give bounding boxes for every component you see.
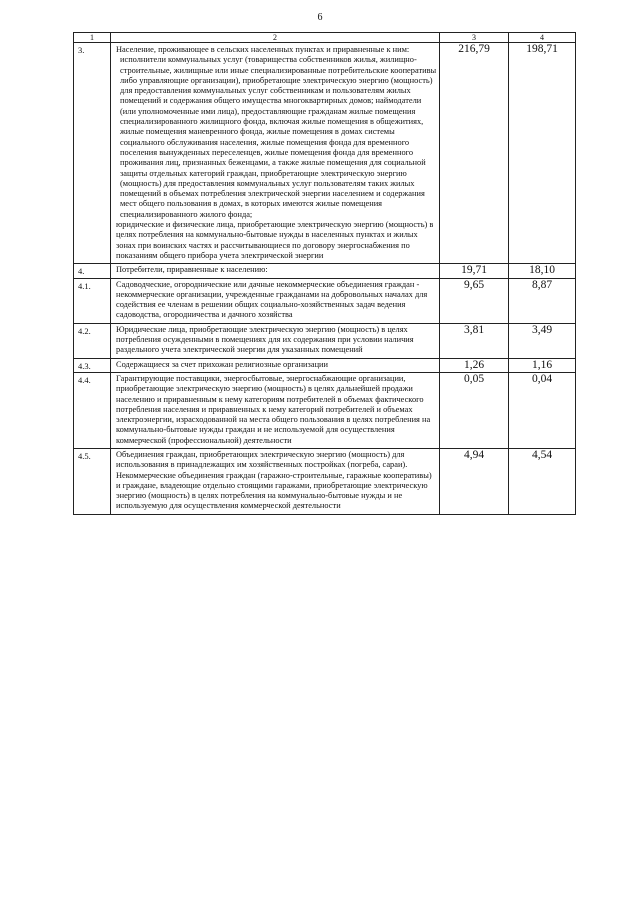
table-row — [74, 448, 576, 514]
table-row — [74, 278, 576, 323]
page-number: 6 — [317, 12, 323, 23]
header-col-1: 1 — [74, 33, 111, 43]
row-description — [111, 372, 440, 448]
row-description — [111, 323, 440, 358]
header-col-3: 3 — [440, 33, 509, 43]
row-paragraph: Потребители, приравненные к населению: — [116, 265, 268, 275]
row-value-col3: 19,71 — [440, 264, 509, 278]
row-value-col4: 18,10 — [509, 264, 576, 278]
row-description — [111, 278, 440, 323]
row-number: 4. — [74, 264, 111, 278]
row-value-col4: 8,87 — [509, 278, 576, 323]
table-row — [74, 43, 576, 264]
row-number: 3. — [74, 43, 111, 264]
row-value-col3: 9,65 — [440, 278, 509, 323]
table-row — [74, 372, 576, 448]
row-value-col4: 4,54 — [509, 448, 576, 514]
row-value-col4: 198,71 — [509, 43, 576, 264]
row-paragraph: Некоммерческие объединения граждан (гаражно-строительные, гаражные кооперативы) и граждане, владеющие отдельно стоящими гаражами, приобретающие электрическую энергию (мощность) в целях потребления на коммунально-бытовые нужды и не используемую для осуществления коммерческой деятельности — [116, 470, 432, 511]
row-description — [111, 264, 440, 278]
header-col-4: 4 — [509, 33, 576, 43]
table-header-row — [74, 33, 576, 43]
row-paragraph: Садоводческие, огороднические или дачные некоммерческие объединения граждан - некоммерческие организации, учрежденные гражданами на добровольных началах для содействия ее членам в решении общих социально-хозяйственных задач ведения садоводства, огородничества и дачного хозяйства — [116, 279, 428, 320]
row-number: 4.5. — [74, 448, 111, 514]
row-paragraph: юридические и физические лица, приобретающие электрическую энергию (мощность) в целях потребления на коммунально-бытовые нужды в населенных пунктах и жилых зонах при воинских частях и рассчитывающиеся по договору энергоснабжения по показаниям общего прибора учета электрической энергии — [116, 220, 434, 260]
row-description — [111, 43, 440, 264]
row-description — [111, 448, 440, 514]
row-paragraph: Содержащиеся за счет прихожан религиозные организации — [116, 359, 329, 369]
row-number: 4.1. — [74, 278, 111, 323]
table-row — [74, 323, 576, 358]
row-paragraph: Объединения граждан, приобретающих электрическую энергию (мощность) для использования в принадлежащих им хозяйственных постройках (погреба, сараи). — [116, 449, 408, 470]
row-value-col3: 1,26 — [440, 358, 509, 372]
row-description — [111, 358, 440, 372]
row-value-col4: 1,16 — [509, 358, 576, 372]
table-row — [74, 264, 576, 278]
header-col-2: 2 — [111, 33, 440, 43]
table-row — [74, 358, 576, 372]
row-value-col4: 0,04 — [509, 372, 576, 448]
row-value-col3: 216,79 — [440, 43, 509, 264]
row-number: 4.2. — [74, 323, 111, 358]
row-value-col3: 3,81 — [440, 323, 509, 358]
row-number: 4.3. — [74, 358, 111, 372]
row-number: 4.4. — [74, 372, 111, 448]
row-paragraph: исполнители коммунальных услуг (товарищества собственников жилья, жилищно-строительные, жилищные или иные специализированные потребительские кооперативы либо управляющие организации), приобретающие электрическую энергию (мощность) для предоставления коммунальных услуг собственникам и пользователям жилых помещений и содержания общего имущества многоквартирных домов; наймодатели (или уполномоченные ими лица), предоставляющие гражданам жилые помещения специализированного жилищного фонда, включая жилые помещения в общежитиях, жилые помещения маневренного фонда, жилые помещения в домах системы социального обслуживания населения, жилые помещения фонда для временного поселения вынужденных переселенцев, жилые помещения фонда для временного проживания лиц, признанных беженцами, а также жилые помещения для социальной защиты отдельных категорий граждан, приобретающие электрическую энергию (мощность) для предоставления коммунальных услуг пользователям таких жилых помещений в объемах потребления электрической энергии населением и содержания мест общего пользования в домах, в которых имеются жилые помещения специализированного жилого фонда; — [120, 55, 437, 219]
row-paragraph: Юридические лица, приобретающие электрическую энергию (мощность) в целях потребления осужденными в помещениях для их содержания при условии наличия раздельного учета электрической энергии для указанных помещений — [116, 324, 414, 355]
row-value-col4: 3,49 — [509, 323, 576, 358]
row-paragraph: Гарантирующие поставщики, энергосбытовые, энергоснабжающие организации, приобретающие электрическую энергию (мощность) в целях дальнейшей продажи населению и приравненным к нему категориям потребителей в объемах фактического потребления населения и приравненных к нему категорий потребителей и объемах электроэнергии, израсходованной на места общего пользования в целях потребления на коммунально-бытовые нужды граждан и не используемой для осуществления коммерческой (профессиональной) деятельности — [116, 373, 431, 445]
row-value-col3: 0,05 — [440, 372, 509, 448]
row-value-col3: 4,94 — [440, 448, 509, 514]
row-paragraph: Население, проживающее в сельских населенных пунктах и приравненные к ним: — [116, 45, 410, 54]
tariff-table — [73, 32, 576, 515]
